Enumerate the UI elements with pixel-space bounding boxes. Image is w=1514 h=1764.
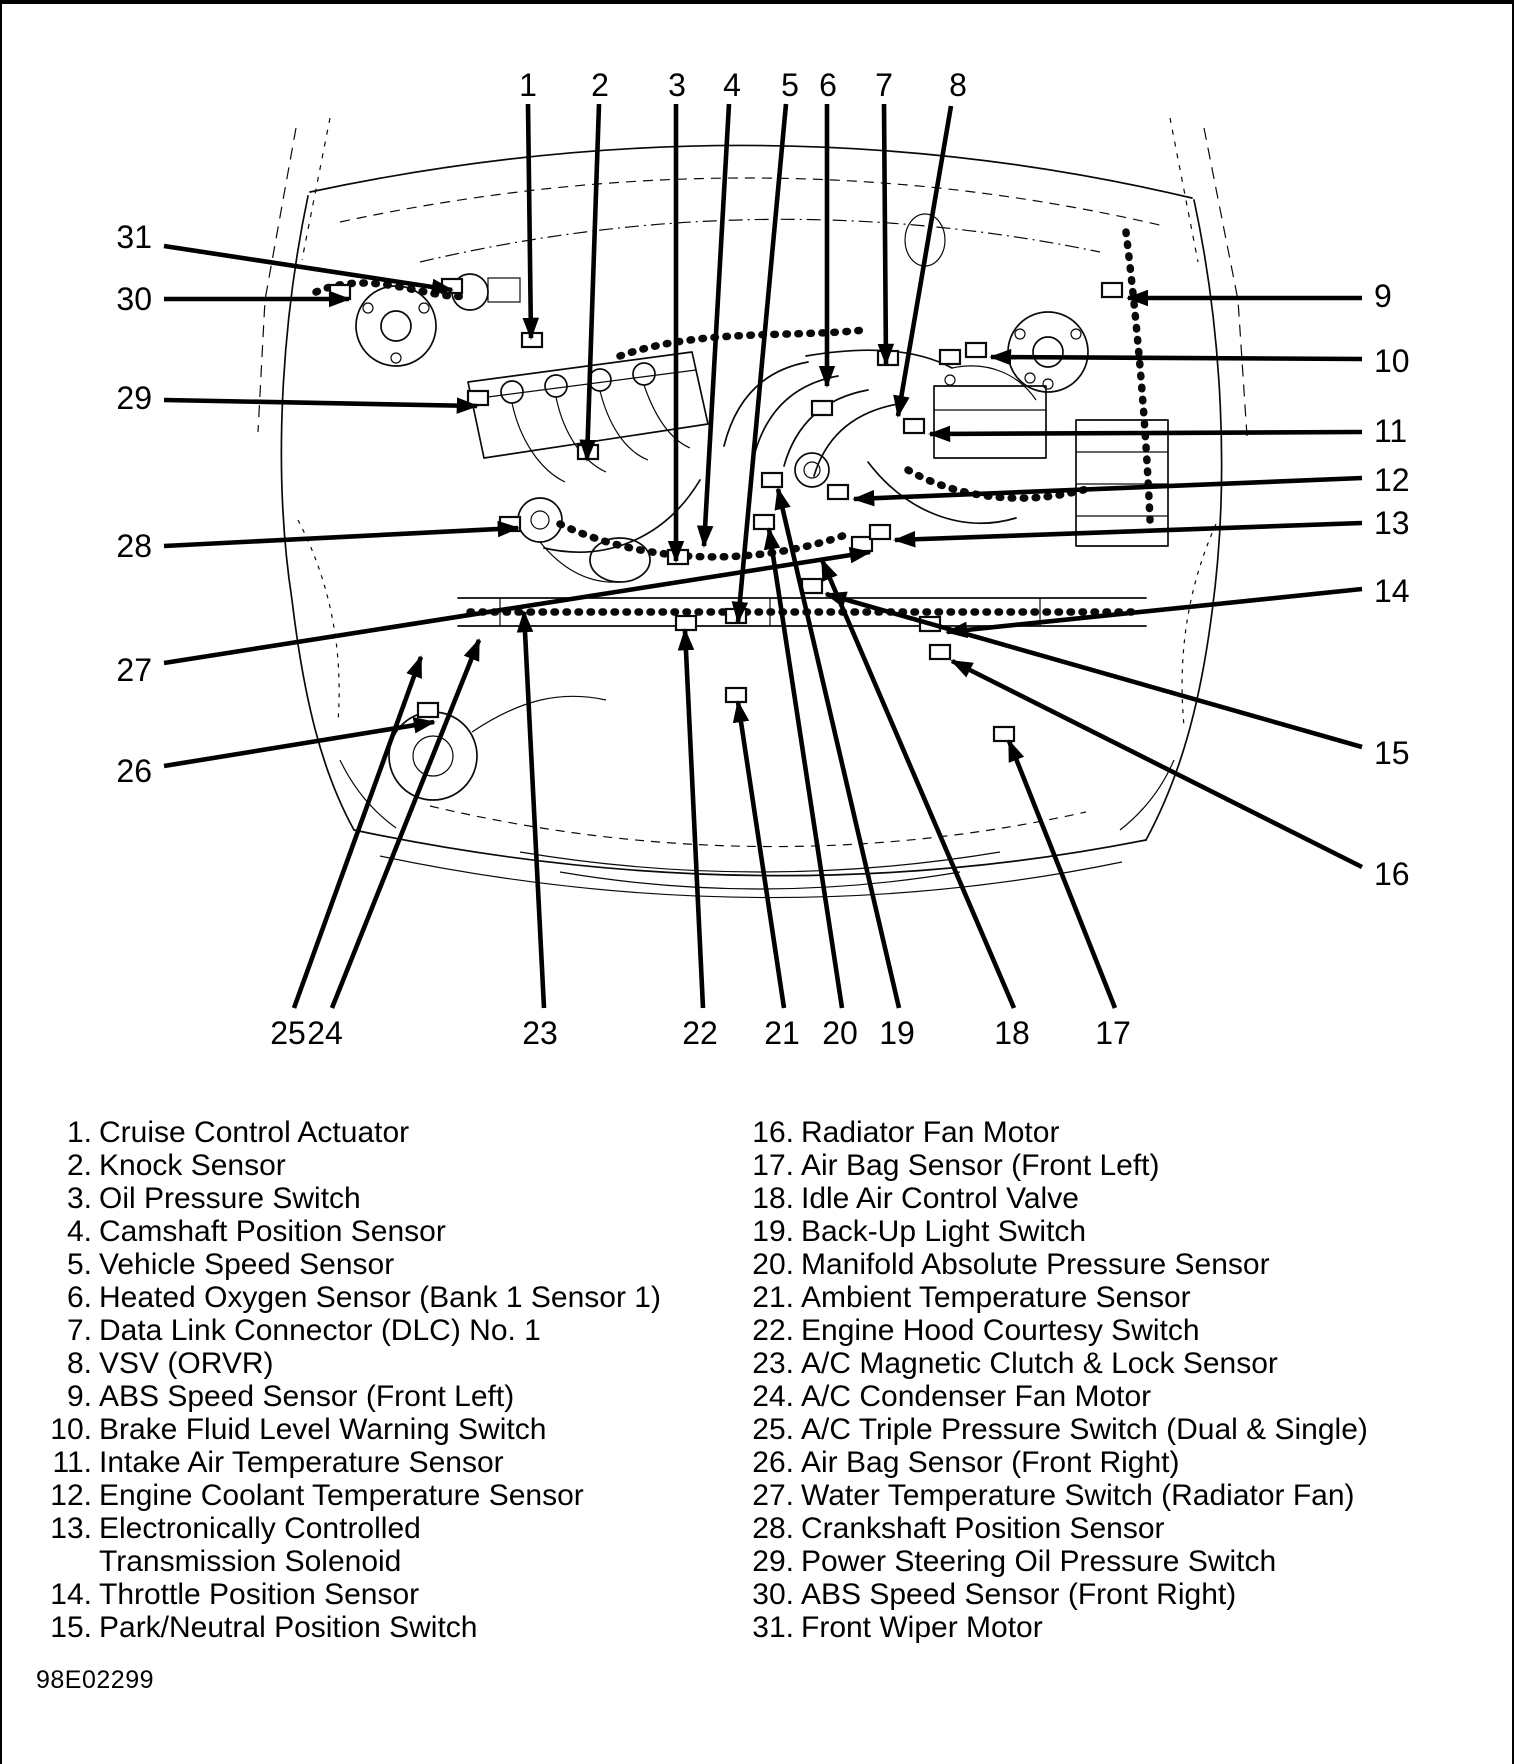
legend-row [742, 1413, 1368, 1446]
legend-item-number: 18. [752, 1182, 794, 1215]
callout-number-7: 7 [875, 67, 893, 103]
legend-item-label: Ambient Temperature Sensor [801, 1281, 1191, 1314]
legend-item-number: 5. [66, 1248, 92, 1281]
legend-item-label: Engine Hood Courtesy Switch [801, 1314, 1200, 1347]
callout-line-7 [884, 104, 886, 364]
legend-item-number: 20. [752, 1248, 794, 1281]
callout-line-31 [164, 246, 452, 290]
callout-line-28 [164, 528, 518, 546]
legend-item-label: Cruise Control Actuator [99, 1116, 410, 1149]
legend-row [40, 1611, 661, 1644]
callout-number-1: 1 [519, 67, 537, 103]
callout-number-18: 18 [994, 1015, 1030, 1051]
callout-number-17: 17 [1095, 1015, 1131, 1051]
callout-number-23: 23 [522, 1015, 558, 1051]
legend-item-label: Air Bag Sensor (Front Left) [801, 1149, 1160, 1182]
legend-row [40, 1281, 661, 1314]
legend-item-label: Crankshaft Position Sensor [801, 1512, 1165, 1545]
legend-row [742, 1380, 1368, 1413]
callout-number-10: 10 [1374, 343, 1410, 379]
legend-row [40, 1413, 661, 1446]
legend-row [742, 1347, 1368, 1380]
callout-line-5 [738, 104, 786, 622]
callout-number-5: 5 [781, 67, 799, 103]
callout-line-13 [895, 523, 1362, 540]
legend-row [40, 1545, 661, 1578]
callout-line-17 [1009, 741, 1115, 1008]
legend-item-number: 2. [66, 1149, 92, 1182]
legend-row [40, 1149, 661, 1182]
legend-item-label: ABS Speed Sensor (Front Left) [99, 1380, 515, 1413]
callout-number-31: 31 [116, 219, 152, 255]
legend-item-number: 6. [66, 1281, 92, 1314]
legend-row [40, 1578, 661, 1611]
callout-number-21: 21 [764, 1015, 800, 1051]
legend-item-number: 14. [50, 1578, 92, 1611]
car-body-art [258, 118, 1247, 898]
callout-number-9: 9 [1374, 278, 1392, 314]
legend-item-number: 21. [752, 1281, 794, 1314]
callout-number-3: 3 [668, 67, 686, 103]
callout-line-29 [164, 400, 477, 406]
legend-row [40, 1182, 661, 1215]
legend-row [742, 1215, 1368, 1248]
legend-row [40, 1215, 661, 1248]
legend-row [742, 1512, 1368, 1545]
callout-number-12: 12 [1374, 462, 1410, 498]
callout-number-22: 22 [682, 1015, 718, 1051]
legend-row [40, 1380, 661, 1413]
legend-item-number: 19. [752, 1215, 794, 1248]
legend-row [742, 1182, 1368, 1215]
legend-row [742, 1611, 1368, 1644]
legend-item-label: Vehicle Speed Sensor [99, 1248, 395, 1281]
legend-item-number: 30. [752, 1578, 794, 1611]
legend-item-number: 17. [752, 1149, 794, 1182]
legend-row [742, 1578, 1368, 1611]
callout-line-27 [164, 552, 870, 663]
legend-item-number: 29. [752, 1545, 794, 1578]
callout-number-24: 24 [307, 1015, 343, 1051]
callout-number-19: 19 [879, 1015, 915, 1051]
legend-item-number: 28. [752, 1512, 794, 1545]
legend-item-number: 7. [66, 1314, 92, 1347]
callout-number-2: 2 [591, 67, 609, 103]
legend-item-label: Engine Coolant Temperature Sensor [99, 1479, 584, 1512]
legend-item-number [40, 1545, 92, 1578]
legend-item-label: Power Steering Oil Pressure Switch [801, 1545, 1277, 1578]
callout-number-13: 13 [1374, 505, 1410, 541]
legend-row [40, 1479, 661, 1512]
legend-row [742, 1545, 1368, 1578]
legend-item-number: 23. [752, 1347, 794, 1380]
legend-item-label: A/C Condenser Fan Motor [801, 1380, 1152, 1413]
legend-item-number: 1. [66, 1116, 92, 1149]
legend-row [742, 1446, 1368, 1479]
legend-row [40, 1116, 661, 1149]
callout-number-6: 6 [819, 67, 837, 103]
callout-line-2 [587, 104, 599, 460]
legend-item-label: Throttle Position Sensor [99, 1578, 420, 1611]
callout-number-20: 20 [822, 1015, 858, 1051]
legend-item-label: Transmission Solenoid [99, 1545, 402, 1578]
document-code: 98E02299 [36, 1666, 155, 1694]
legend-item-label: Heated Oxygen Sensor (Bank 1 Sensor 1) [99, 1281, 661, 1314]
legend-item-label: A/C Triple Pressure Switch (Dual & Single) [801, 1413, 1368, 1446]
callout-number-29: 29 [116, 380, 152, 416]
legend-item-label: Back-Up Light Switch [801, 1215, 1087, 1248]
callout-number-15: 15 [1374, 735, 1410, 771]
legend-item-label: Oil Pressure Switch [99, 1182, 361, 1215]
legend-item-label: Park/Neutral Position Switch [99, 1611, 478, 1644]
legend-item-label: Radiator Fan Motor [801, 1116, 1060, 1149]
legend-item-label: Camshaft Position Sensor [99, 1215, 446, 1248]
callout-line-1 [528, 104, 531, 338]
callout-number-16: 16 [1374, 856, 1410, 892]
legend-item-number: 10. [50, 1413, 92, 1446]
legend-item-number: 13. [50, 1512, 92, 1545]
legend-row [742, 1149, 1368, 1182]
callout-line-26 [164, 722, 434, 766]
callout-line-19 [778, 489, 899, 1008]
callout-number-4: 4 [723, 67, 741, 103]
legend-item-label: VSV (ORVR) [99, 1347, 274, 1380]
legend-item-number: 12. [50, 1479, 92, 1512]
legend-row [40, 1248, 661, 1281]
legend-row [40, 1446, 661, 1479]
legend-item-number: 22. [752, 1314, 794, 1347]
callout-line-16 [952, 661, 1362, 867]
legend-item-number: 16. [752, 1116, 794, 1149]
callout-number-28: 28 [116, 528, 152, 564]
callout-number-8: 8 [949, 67, 967, 103]
legend-item-number: 4. [66, 1215, 92, 1248]
legend-column-right [742, 1116, 1368, 1644]
legend-item-label: Data Link Connector (DLC) No. 1 [99, 1314, 541, 1347]
legend-item-number: 3. [66, 1182, 92, 1215]
callout-number-30: 30 [116, 281, 152, 317]
callout-line-4 [704, 104, 729, 546]
callout-line-22 [685, 630, 703, 1008]
legend-item-number: 31. [752, 1611, 794, 1644]
legend-item-label: Brake Fluid Level Warning Switch [99, 1413, 547, 1446]
legend-item-number: 8. [66, 1347, 92, 1380]
callout-number-27: 27 [116, 652, 152, 688]
legend-item-number: 25. [752, 1413, 794, 1446]
legend-row [40, 1512, 661, 1545]
legend-item-number: 26. [752, 1446, 794, 1479]
legend-row [742, 1116, 1368, 1149]
legend-item-number: 24. [752, 1380, 794, 1413]
legend-column-left [40, 1116, 661, 1644]
legend-row [742, 1281, 1368, 1314]
engine-art [316, 214, 1168, 800]
legend-row [742, 1314, 1368, 1347]
legend-row [40, 1314, 661, 1347]
legend-item-number: 9. [66, 1380, 92, 1413]
legend-item-label: Intake Air Temperature Sensor [99, 1446, 504, 1479]
callout-line-10 [991, 357, 1362, 359]
legend-item-label: Idle Air Control Valve [801, 1182, 1079, 1215]
legend-item-number: 11. [52, 1446, 92, 1479]
callout-number-14: 14 [1374, 573, 1410, 609]
callout-line-23 [524, 612, 544, 1008]
callout-number-26: 26 [116, 753, 152, 789]
legend-item-label: A/C Magnetic Clutch & Lock Sensor [801, 1347, 1278, 1380]
legend-item-label: Air Bag Sensor (Front Right) [801, 1446, 1180, 1479]
callout-line-21 [738, 702, 784, 1008]
callout-number-25: 25 [270, 1015, 306, 1051]
legend-item-label: Electronically Controlled [99, 1512, 421, 1545]
legend-item-label: Manifold Absolute Pressure Sensor [801, 1248, 1270, 1281]
legend-row [742, 1248, 1368, 1281]
legend-item-number: 15. [50, 1611, 92, 1644]
legend-item-label: Knock Sensor [99, 1149, 286, 1182]
legend-row [40, 1347, 661, 1380]
connector-boxes [330, 279, 1122, 741]
legend-item-label: Water Temperature Switch (Radiator Fan) [801, 1479, 1355, 1512]
legend-item-label: Front Wiper Motor [801, 1611, 1043, 1644]
legend-item-label: ABS Speed Sensor (Front Right) [801, 1578, 1237, 1611]
callout-line-11 [930, 432, 1362, 434]
legend-item-number: 27. [752, 1479, 794, 1512]
legend-row [742, 1479, 1368, 1512]
callout-number-11: 11 [1374, 413, 1408, 449]
